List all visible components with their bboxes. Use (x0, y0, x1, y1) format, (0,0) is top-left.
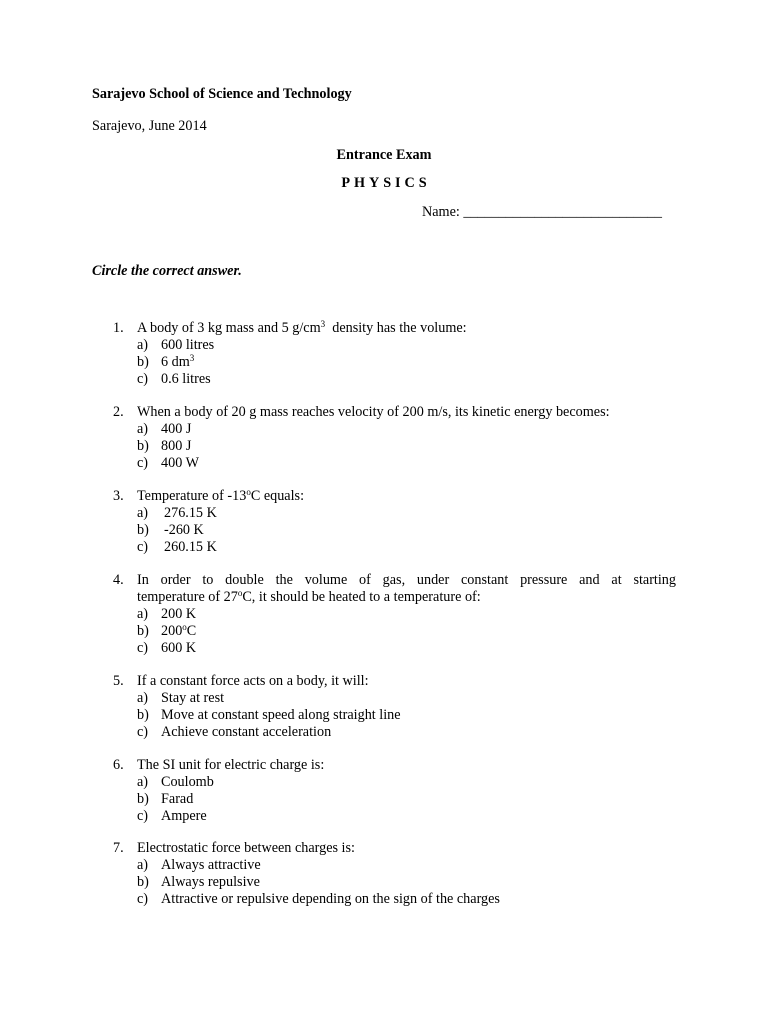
exam-title: Entrance Exam (336, 147, 432, 163)
question-text: If a constant force acts on a body, it will: (137, 673, 369, 689)
option-b: b) -260 K (137, 522, 204, 538)
question-3 (113, 488, 676, 556)
question-text: Electrostatic force between charges is: (137, 840, 355, 856)
question-number: 2. (113, 404, 124, 420)
question-4 (113, 572, 676, 657)
option-b: b) 200$^o$C (137, 622, 197, 639)
question-number: 4. (113, 572, 124, 588)
option-c: c) 0.6 litres (137, 371, 211, 387)
option-c: c) 260.15 K (137, 539, 217, 555)
option-b: b) Move at constant speed along straight line (137, 707, 401, 723)
option-a: a) Coulomb (137, 774, 214, 790)
subject-title: PHYSICS (341, 175, 431, 191)
option-a: a) 276.15 K (137, 505, 217, 521)
instruction: Circle the correct answer. (92, 263, 242, 279)
question-5 (113, 673, 676, 741)
question-6 (113, 757, 676, 825)
school-name: Sarajevo School of Science and Technology (92, 86, 352, 102)
option-a: a) 600 litres (137, 337, 215, 353)
option-c: c) 600 K (137, 640, 197, 656)
question-text: The SI unit for electric charge is: (137, 757, 325, 773)
question-text: A body of 3 kg mass and 5 $g/cm^3$ density has the volume: (137, 319, 467, 336)
question-text-continued: temperature of 27$^o$C, it should be heated to a temperature of: (137, 588, 481, 605)
option-b: b) 6 $dm^3$ (137, 353, 195, 370)
option-b: b) 800 J (137, 438, 192, 454)
option-b: b) Farad (137, 791, 194, 807)
option-b: b) Always repulsive (137, 874, 260, 890)
option-a: a) 200 K (137, 606, 197, 622)
question-2 (113, 404, 676, 472)
question-number: 5. (113, 673, 124, 689)
dateline: Sarajevo, June 2014 (92, 118, 207, 134)
option-c: c) Achieve constant acceleration (137, 724, 332, 740)
name-field: Name: ____________________________ (422, 204, 662, 220)
question-number: 3. (113, 488, 124, 504)
option-c: c) Attractive or repulsive depending on the sign of the charges (137, 891, 500, 907)
question-7 (113, 840, 676, 908)
option-a: a) Always attractive (137, 857, 261, 873)
question-number: 1. (113, 320, 124, 336)
question-number: 6. (113, 757, 124, 773)
option-c: c) 400 W (137, 455, 199, 471)
question-1 (113, 320, 676, 388)
question-text: In order to double the volume of gas, under constant pressure and at starting (137, 572, 676, 588)
question-text: Temperature of -13$^o$C equals: (137, 487, 305, 504)
option-a: a) 400 J (137, 421, 192, 437)
question-number: 7. (113, 840, 124, 856)
option-a: a) Stay at rest (137, 690, 225, 706)
question-text: When a body of 20 g mass reaches velocity of 200 m/s, its kinetic energy becomes: (137, 404, 610, 420)
option-c: c) Ampere (137, 808, 207, 824)
